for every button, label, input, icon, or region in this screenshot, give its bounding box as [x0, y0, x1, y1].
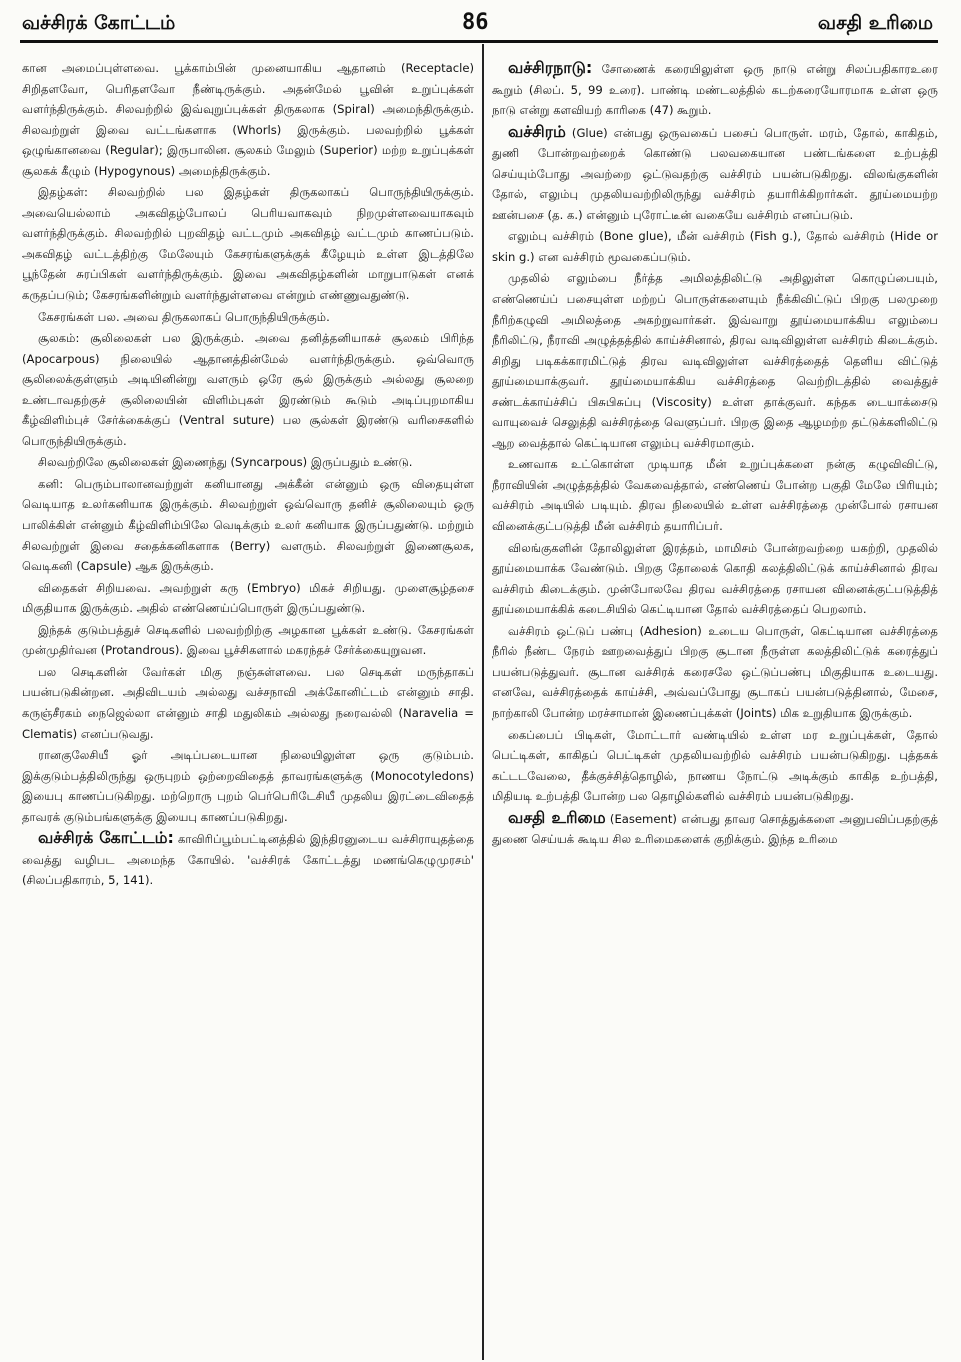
entry-headword: வச்சிரநாடு:	[508, 58, 593, 77]
paragraph: இதழ்கள்: சிலவற்றில் பல இதழ்கள் திருகலாகப் பொருந்தியிருக்கும். அவையெல்லாம் அகவிதழ்போலப் பெரியவாகவும் நிறமுள்ளவையாகவும் வளர்ந்திருக்கும். சிலவற்றில் புறவிதழ் வட்டமும் அகவிதழ் வட்டமும் காணப்படும். அகவிதழ் வட்டத்திற்கு மேலேயும் கேசரங்களுக்குக் கீழேயும் உள்ள இடத்திலே பூந்தேன் சுரப்பிகள் வளர்ந்திருக்கும். இவை அகவிதழ்களின் மாறுபாடுகள் எனக் கருதப்படும்; கேசரங்களின்றும் வளர்ந்துள்ளவை என்றும் எண்ணுவதுண்டு.	[22, 185, 474, 303]
paragraph: சிலவற்றிலே சூலிலைகள் இணைந்து (Syncarpous) இருப்பதும் உண்டு.	[38, 455, 413, 470]
header-rule	[20, 40, 938, 43]
paragraph: விதைகள் சிறியவை. அவற்றுள் கரு (Embryo) மிகச் சிறியது. முளைசூழ்தசை மிகுதியாக இருக்கும். அதில் எண்ணெய்ப்பொருள் இருப்பதுண்டு.	[22, 580, 474, 616]
page-header	[0, 0, 961, 44]
paragraph: கனி: பெரும்பாலானவற்றுள் கனியானது அக்கீன் என்னும் ஒரு விதையுள்ள வெடியாத உலர்கனியாக இருக்கும். சிலவற்றுள் ஒவ்வொரு தனிச் சூலிலையும் ஒரு பாலிக்கிள் என்னும் கீழ்விளிம்பிலே வெடிக்கும் உலர் கனியாக இருப்பதுண்டு. மற்றும் சிலவற்றுள் இவை சதைக்கனிகளாக (Berry) வளரும். சிலவற்றுள் இணைசூலக, வெடிகனி (Capsule) ஆக இருக்கும்.	[22, 476, 474, 574]
running-title-right: வசதி உரிமை	[817, 12, 933, 34]
paragraph: சூலகம்: சூலிலைகள் பல இருக்கும். அவை தனித்தனியாகச் சூலகம் பிரிந்த (Apocarpous) நிலையில் ஆதானத்தின்மேல் வளர்ந்திருக்கும். ஒவ்வொரு சூலிலைக்குள்ளும் அடியினின்று வளரும் ஒரே சூல் இருக்கும் அல்லது சூலறை உண்டாவதற்குச் சூலிலையின் விளிம்புகள் இரண்டும் கூடும் அடிப்புறமாகிய கீழ்விளிம்புச் சேர்க்கைக்குப் (Ventral suture) பல சூல்கள் இரண்டு வரிசைகளில் பொருந்தியிருக்கும்.	[22, 331, 474, 448]
page-number: 86	[462, 10, 489, 35]
right-column	[492, 58, 938, 1354]
paragraph: பல செடிகளின் வேர்கள் மிகு நஞ்சுள்ளவை. பல செடிகள் மருந்தாகப் பயன்படுகின்றன. அதிவிடயம் அல்லது வச்சநாவி அக்கோனிட்டம் என்னும் சாதி. கருஞ்சீரகம் நைஜெல்லா என்னும் சாதி மதுலிகம் அல்லது நரைவல்லி (Naravelia = Clematis) எனப்படுவது.	[22, 664, 474, 741]
paragraph: எலும்பு வச்சிரம் (Bone glue), மீன் வச்சிரம் (Fish g.), தோல் வச்சிரம் (Hide or skin g.) என வச்சிரம் மூவகைப்படும்.	[492, 229, 938, 264]
entry-paragraph: வச்சிரநாடு: சோணைக் கரையிலுள்ள ஒரு நாடு என்று சிலப்பதிகாரஉரை கூறும் (சிலப். 5, 99 உரை). பாண்டி மண்டலத்தில் கடற்கரையோரமாக உள்ள ஒரு நாடு என்று களவியற் காரிகை (47) கூறும்.	[492, 58, 938, 118]
entry-headword: வசதி உரிமை	[508, 807, 606, 827]
paragraph: உணவாக உட்கொள்ள முடியாத மீன் உறுப்புக்களை நன்கு கழுவிவிட்டு, நீராவியின் அழுத்தத்தில் வேகவைத்தால், எண்ணெய் போன்ற பகுதி மேலே பிரியும்; வச்சிரம் அடியில் படியும். திரவ நிலையில் உள்ள வச்சிரத்தை முன்போல் ரசாயன வினைக்குட்படுத்தி மீன் வச்சிரம் தயாரிப்பர்.	[492, 457, 938, 534]
entry-headword: வச்சிரக் கோட்டம்:	[38, 828, 174, 848]
entry-paragraph: வசதி உரிமை (Easement) என்பது தாவர சொத்துக்களை அனுபவிப்பதற்குத் துணை செய்யக் கூடிய சில உரிமைகளைக் குறிக்கும். இந்த உரிமை	[492, 807, 938, 847]
running-title-left: வச்சிரக் கோட்டம்	[22, 12, 176, 34]
paragraph: கேசரங்கள் பல. அவை திருகலாகப் பொருந்தியிருக்கும்.	[38, 309, 330, 324]
entry-paragraph: வச்சிரம் (Glue) என்பது ஒருவகைப் பசைப் பொருள். மரம், தோல், காகிதம், துணி போன்றவற்றைக் கொண்டு பலவகையான பண்டங்களை உற்பத்தி செய்யும்போது அவற்றை ஒட்டுவதற்கு வச்சிரம் பயன்படுகிறது. விலங்குகளின் தோல், எலும்பு முதலியவற்றிலிருந்து வச்சிரம் தயாரிக்கிறார்கள். தூய்மையற்ற ஊன்பசை (த. க.) என்னும் புரோட்டீன் வகையே வச்சிரம் எனப்படும்.	[492, 121, 938, 222]
paragraph: வச்சிரம் ஒட்டுப் பண்பு (Adhesion) உடைய பொருள், கெட்டியான வச்சிரத்தை நீரில் நீண்ட நேரம் ஊறவைத்துப் பிறகு சூடான நீருள்ள கலத்திலிட்டுக் கரைத்துப் பயன்படுத்துவர். சூடான வச்சிரக் கரைசலே ஒட்டுப்பண்பு மிகுதியாக உடையது. எனவே, வச்சிரத்தைக் காய்ச்சி, அவ்வப்போது சூடாகப் பயன்படுத்தினால், மேசை, நாற்காலி போன்ற மரச்சாமான் இணைப்புக்கள் (Joints) மிக உறுதியாக இருக்கும்.	[492, 623, 938, 720]
paragraph: முதலில் எலும்பை நீர்த்த அமிலத்திலிட்டு அதிலுள்ள கொழுப்பையும், எண்ணெய்ப் பசையுள்ள மற்றப் பொருள்களையும் நீக்கிவிட்டுப் பிறகு பலமுறை நீரிற்கழுவி அமிலத்தை அகற்றுவார்கள். இவ்வாறு தூய்மையாக்கிய எலும்பை நீரிலிட்டு, நீராவி அழுத்தத்தில் காய்ச்சினால், திரவ வடிவிலுள்ள வச்சிரம் கிடைக்கும். சிறிது படிகக்காரமிட்டுத் திரவ வடிவிலுள்ள வச்சிரத்தைத் தெளிய விட்டுத் தூய்மையாக்குவர். தூய்மையாக்கிய வச்சிரத்தை வெற்றிடத்தில் வைத்துச் சண்டக்காய்ச்சிப் பிசுபிசுப்பு (Viscosity) உள்ள தாக்குவர். கந்தக டையாக்சைடு வாயுவைச் செலுத்தி வச்சிரத்தை வெளுப்பர். பிறகு இதை ஆழமற்ற தட்டுக்களிலிட்டு ஆற வைத்தால் கெட்டியான எலும்பு வச்சிரமாகும்.	[492, 271, 938, 450]
paragraph: கான அமைப்புள்ளவை. பூக்காம்பின் முனையாகிய ஆதானம் (Receptacle) சிறிதளவோ, பெரிதளவோ நீண்டிருக்கும். அதன்மேல் பூவின் உறுப்புக்கள் வளர்ந்திருக்கும். சிலவற்றில் இவ்வுறுப்புக்கள் திருகலாக (Spiral) அமைந்திருக்கும். சிலவற்றுள் இவை வட்டங்களாக (Whorls) இருக்கும். பலவற்றில் பூக்கள் ஒழுங்கானவை (Regular); இருபாலின. சூலகம் மேலும் (Superior) மற்ற உறுப்புக்கள் சூலகக் கீழும் (Hypogynous) அமைந்திருக்கும்.	[22, 61, 474, 178]
column-divider	[482, 44, 484, 1360]
paragraph: இந்தக் குடும்பத்துச் செடிகளில் பலவற்றிற்கு அழகான பூக்கள் உண்டு. கேசரங்கள் முன்முதிர்வன (Protandrous). இவை பூச்சிகளால் மகரந்தச் சேர்க்கையுறுவன.	[22, 622, 474, 658]
left-column	[22, 58, 474, 1354]
paragraph: ரானகுலேசியீ ஓர் அடிப்படையான நிலையிலுள்ள ஒரு குடும்பம். இக்குடும்பத்திலிருந்து ஒருபுறம் ஒற்றைவிதைத் தாவரங்களுக்கு (Monocotyledons) இயைபு காணப்படுகிறது. மற்றொரு புறம் பெர்பெரிடேசியீ முதலிய இரட்டைவிதைத் தாவரக் குடும்பங்களுக்கு இயைபு காணப்படுகிறது.	[22, 748, 474, 824]
entry-headword: வச்சிரம்	[508, 121, 566, 141]
entry-paragraph: வச்சிரக் கோட்டம்: காவிரிப்பூம்பட்டினத்தில் இந்திரனுடைய வச்சிராயுதத்தை வைத்து வழிபட அமைந்த கோயில். 'வச்சிரக் கோட்டத்து மணங்கெழுமுரசம்' (சிலப்பதிகாரம், 5, 141).	[22, 828, 474, 888]
paragraph: கைப்பைப் பிடிகள், மோட்டார் வண்டியில் உள்ள மர உறுப்புக்கள், தோல் பெட்டிகள், காகிதப் பெட்டிகள் முதலியவற்றில் வச்சிரம் பயன்படுகிறது. புத்தகக் கட்டடவேலை, தீக்குச்சித்தொழில், நாணய நோட்டு அடிக்கும் காகித உற்பத்தி, மிதியடி உற்பத்தி போன்ற பல தொழில்களில் வச்சிரம் பயன்படுகிறது.	[492, 727, 938, 804]
paragraph: விலங்குகளின் தோலிலுள்ள இரத்தம், மாமிசம் போன்றவற்றை யகற்றி, முதலில் தூய்மையாக்க வேண்டும். பிறகு தோலைக் கொதி கலத்திலிட்டுக் காய்ச்சினால் திரவ வச்சிரம் கிடைக்கும். முன்போலவே திரவ வச்சிரத்தை ரசாயன வினைக்குட்படுத்தித் தூய்மையாக்கிக் கடைசியில் கெட்டியான தோல் வச்சிரத்தைப் பெறலாம்.	[492, 540, 938, 617]
